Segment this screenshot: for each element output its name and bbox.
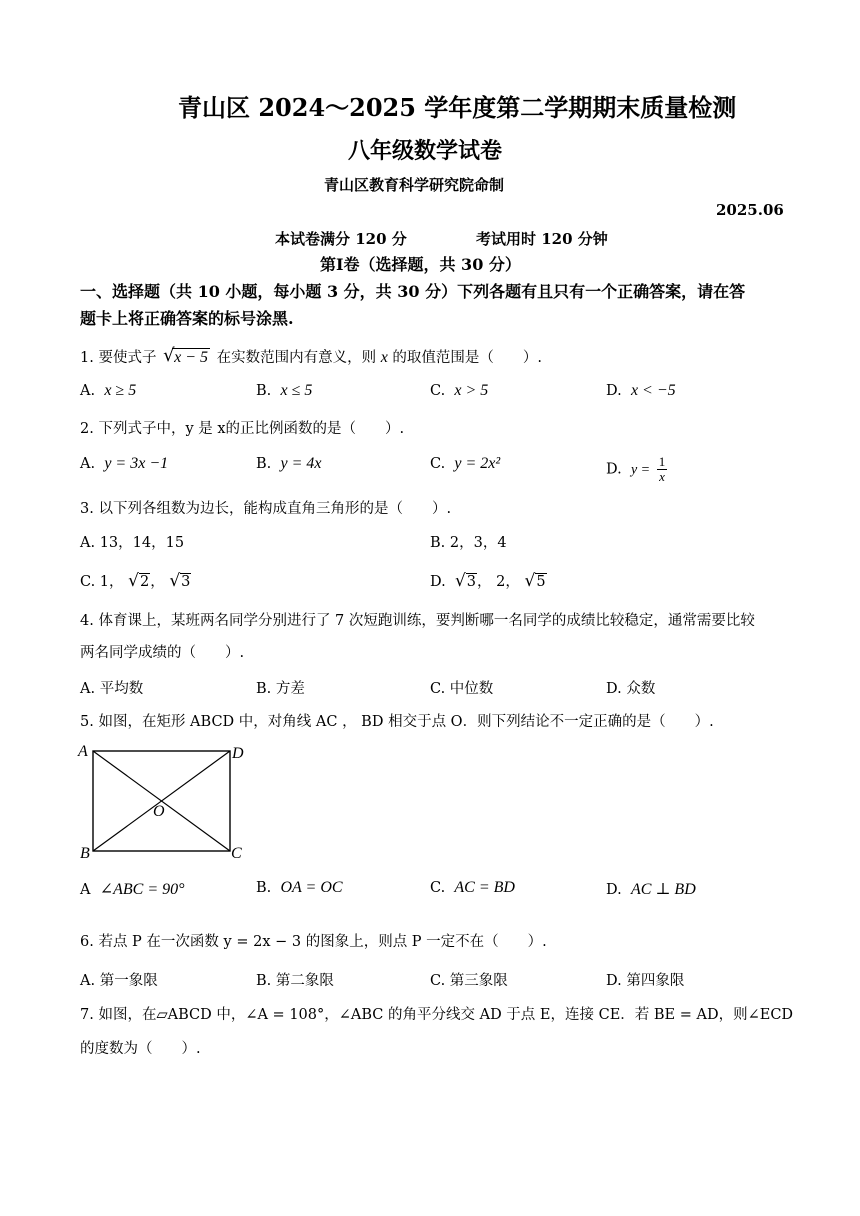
option-label: D. xyxy=(606,973,622,989)
sqrt-icon: √ xyxy=(169,571,181,591)
option-value: 第四象限 xyxy=(626,973,685,989)
label-c: C xyxy=(231,845,242,862)
option-value: 第二象限 xyxy=(275,973,334,989)
option-value: ∠ABC = 90° xyxy=(99,881,185,898)
score-info: 本试卷满分 120 分 xyxy=(275,230,407,248)
option-label: A. xyxy=(80,681,96,697)
question-2 xyxy=(80,417,404,438)
q-number: 2. xyxy=(80,421,94,437)
option-label: C. xyxy=(80,574,96,590)
q-number: 6. xyxy=(80,934,94,950)
option-value: 13，14，15 xyxy=(99,535,185,551)
option-c: C. 1， √2， √3 xyxy=(80,571,191,591)
rectangle-figure xyxy=(74,738,254,864)
option-c xyxy=(430,677,493,698)
option-value: y = 3x −1 xyxy=(104,455,169,472)
option-label: B. xyxy=(256,456,272,472)
q-text: 下列式子中，y 是 x的正比例函数的是（ ）. xyxy=(98,421,405,437)
radicand: 5 xyxy=(536,574,546,590)
volume-title: 第Ⅰ卷（选择题，共 30 分） xyxy=(320,255,521,274)
option-value: 1， xyxy=(99,574,124,590)
q-text: 体育课上，某班两名同学分别进行了 7 次短跑训练，要判断哪一名同学的成绩比较稳定，通常需要比较 xyxy=(98,613,755,629)
option-value: 第一象限 xyxy=(99,973,158,989)
q-var: x xyxy=(380,349,388,366)
option-label: A xyxy=(80,882,91,898)
exam-title: 青山区 2024～2025 学年度第二学期期末质量检测 xyxy=(178,93,737,122)
sqrt-expression xyxy=(163,345,210,367)
option-label: D. xyxy=(606,882,622,898)
option-b xyxy=(256,879,343,897)
option-value: y = 4x xyxy=(280,455,322,472)
option-d xyxy=(606,382,676,400)
q-text: 以下列各组数为边长，能构成直角三角形的是（ ）. xyxy=(98,501,452,517)
option-value: 众数 xyxy=(626,681,656,697)
radicand: x − 5 xyxy=(174,349,208,366)
option-b xyxy=(256,382,312,400)
option-c xyxy=(430,455,500,473)
option-label: D. xyxy=(606,383,622,399)
option-value: 2，3，4 xyxy=(449,535,507,551)
option-value: OA = OC xyxy=(280,879,343,896)
q-text: 如图，在矩形 ABCD 中，对角线 AC ， BD 相交于点 O．则下列结论不一定正确的是（ ）. xyxy=(98,714,714,730)
option-d xyxy=(606,455,667,484)
option-b xyxy=(430,531,507,552)
sqrt-icon: √ xyxy=(454,571,466,591)
option-label: A. xyxy=(80,535,96,551)
fraction-numerator: 1 xyxy=(658,454,666,469)
option-c xyxy=(430,879,515,897)
q-number: 5. xyxy=(80,714,94,730)
label-b: B xyxy=(80,845,90,862)
option-b xyxy=(256,677,305,698)
option-value: y = xyxy=(630,462,651,478)
question-3 xyxy=(80,497,451,518)
radicand: 3 xyxy=(181,574,191,590)
fraction-denominator: x xyxy=(659,469,665,484)
option-label: B. xyxy=(256,973,272,989)
option-label: D. xyxy=(606,461,622,478)
option-label: C. xyxy=(430,681,446,697)
option-a xyxy=(80,455,168,473)
value: 2 xyxy=(496,574,506,590)
q-text: 在实数范围内有意义，则 xyxy=(216,350,377,366)
option-value: 第三象限 xyxy=(449,973,508,989)
sqrt-icon: √ xyxy=(163,345,175,366)
radicand: 3 xyxy=(466,574,477,590)
option-label: A. xyxy=(80,973,96,989)
option-label: B. xyxy=(430,535,446,551)
question-1 xyxy=(80,346,542,367)
option-value: x < −5 xyxy=(630,382,676,399)
option-label: B. xyxy=(256,681,272,697)
q-text: 要使式子 xyxy=(98,350,157,366)
label-o: O xyxy=(153,803,165,820)
option-label: D. xyxy=(606,681,622,697)
option-label: D. xyxy=(430,574,446,590)
option-d xyxy=(606,969,684,990)
option-value: AC = BD xyxy=(454,879,515,896)
sqrt-icon: √ xyxy=(524,571,536,591)
option-value: 平均数 xyxy=(99,681,144,697)
option-a xyxy=(80,531,184,552)
question-6 xyxy=(80,930,547,951)
option-value: AC ⊥ BD xyxy=(630,881,696,898)
label-a: A xyxy=(78,743,88,760)
q-number: 1. xyxy=(80,350,94,366)
option-a xyxy=(80,969,158,990)
option-label: C. xyxy=(430,456,446,472)
option-c xyxy=(430,969,508,990)
option-b xyxy=(256,455,321,473)
q-number: 4. xyxy=(80,613,94,629)
option-label: A. xyxy=(80,456,96,472)
option-c xyxy=(430,382,488,400)
issuer: 青山区教育科学研究院命制 xyxy=(324,176,505,194)
q-number: 7. xyxy=(80,1007,94,1023)
fraction xyxy=(657,455,668,484)
question-4 xyxy=(80,609,755,630)
option-value: x ≤ 5 xyxy=(280,382,313,399)
section-heading-cont: 题卡上将正确答案的标号涂黑. xyxy=(80,309,294,328)
option-value: 方差 xyxy=(275,681,305,697)
option-a xyxy=(80,677,143,698)
option-label: C. xyxy=(430,880,446,896)
option-label: B. xyxy=(256,880,272,896)
exam-date: 2025.06 xyxy=(716,201,784,219)
question-5 xyxy=(80,710,714,731)
label-d: D xyxy=(232,745,244,762)
time-info: 考试用时 120 分钟 xyxy=(476,230,608,248)
option-b xyxy=(256,969,334,990)
option-d: D. √3， 2， √5 xyxy=(430,571,546,591)
option-value: y = 2x² xyxy=(454,455,501,472)
question-7 xyxy=(80,1003,793,1024)
q-text: 若点 P 在一次函数 y = 2x − 3 的图象上，则点 P 一定不在（ ）. xyxy=(98,934,547,950)
sqrt-icon: √ xyxy=(128,571,139,591)
option-a xyxy=(80,382,136,400)
radicand: 2 xyxy=(139,574,150,590)
option-d xyxy=(606,677,655,698)
question-4-cont: 两名同学成绩的（ ）. xyxy=(80,645,245,661)
option-label: C. xyxy=(430,973,446,989)
option-d xyxy=(606,879,696,899)
option-value: x ≥ 5 xyxy=(104,382,137,399)
q-text: 的取值范围是（ ）. xyxy=(392,350,543,366)
option-label: A. xyxy=(80,383,96,399)
section-heading: 一、选择题（共 10 小题，每小题 3 分，共 30 分）下列各题有且只有一个正确答案，请在答 xyxy=(80,282,746,301)
option-label: C. xyxy=(430,383,446,399)
question-7-cont: 的度数为（ ）. xyxy=(80,1041,201,1057)
option-value: x > 5 xyxy=(454,382,489,399)
option-label: B. xyxy=(256,383,272,399)
q-number: 3. xyxy=(80,501,94,517)
exam-subtitle: 八年级数学试卷 xyxy=(348,138,503,164)
option-a xyxy=(80,879,185,899)
option-value: 中位数 xyxy=(449,681,494,697)
q-text: 如图，在▱ABCD 中，∠A = 108°，∠ABC 的角平分线交 AD 于点 E，连接 CE．若 BE = AD，则∠ECD xyxy=(98,1007,794,1023)
